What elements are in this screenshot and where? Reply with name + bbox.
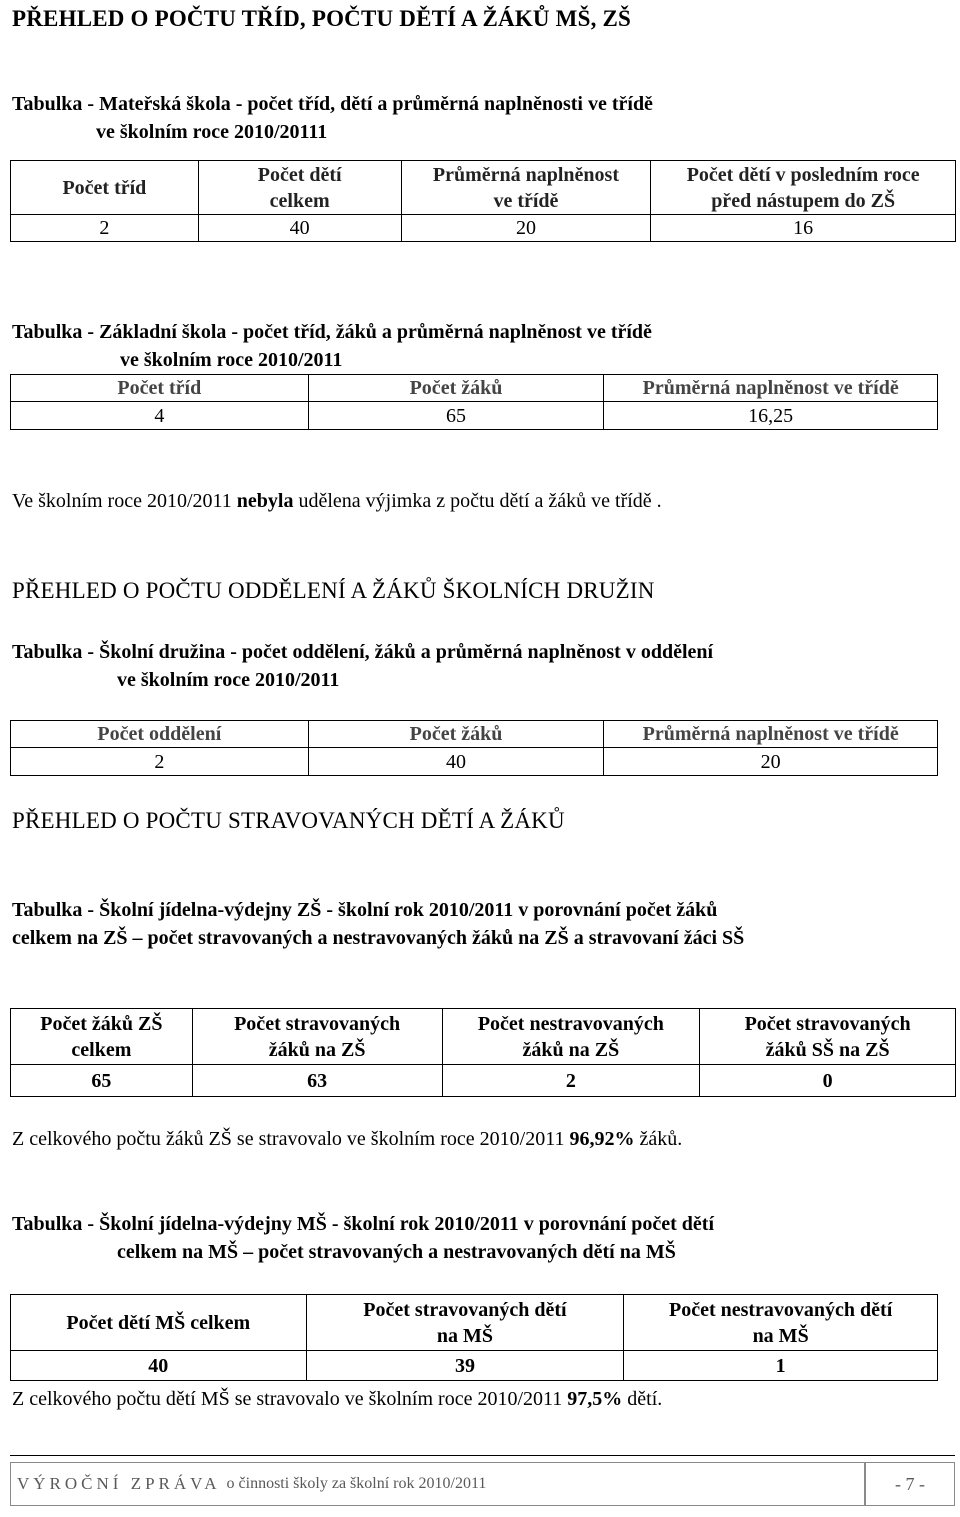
table-cell: 39 <box>306 1351 624 1381</box>
table-header: Počet dětí v posledním roce před nástupem do ZŠ <box>651 161 956 215</box>
page-number: - 7 - <box>895 1473 925 1494</box>
table-cell: 2 <box>11 748 309 776</box>
exception-note: Ve školním roce 2010/2011 nebyla udělena výjimka z počtu dětí a žáků ve třídě . <box>12 490 662 512</box>
table-header: Průměrná naplněnost ve třídě <box>604 375 938 402</box>
dining-ms-summary: Z celkového počtu dětí MŠ se stravovalo ve školním roce 2010/2011 97,5% dětí. <box>12 1388 663 1410</box>
table-cell: 65 <box>308 402 604 430</box>
table-caption-club-line2: ve školním roce 2010/2011 <box>117 669 340 691</box>
table-cell: 40 <box>11 1351 307 1381</box>
table-header: Počet dětí celkem <box>198 161 401 215</box>
footer-page-box <box>865 1462 955 1506</box>
table-row <box>11 402 938 430</box>
table-cell: 16,25 <box>604 402 938 430</box>
table-cell: 1 <box>624 1351 938 1381</box>
table-cell: 2 <box>11 215 199 242</box>
table-ms-classes <box>10 160 956 242</box>
table-header: Počet dětí MŠ celkem <box>11 1295 307 1351</box>
table-header: Průměrná naplněnost ve třídě <box>604 721 938 748</box>
table-cell: 2 <box>442 1065 700 1097</box>
table-caption-dining-ms-line1: Tabulka - Školní jídelna-výdejny MŠ - školní rok 2010/2011 v porovnání počet dětí <box>12 1213 715 1235</box>
table-header: Počet tříd <box>11 161 199 215</box>
page-heading-dining: PŘEHLED O POČTU STRAVOVANÝCH DĚTÍ A ŽÁKŮ <box>12 808 565 833</box>
table-caption-ms-line1: Tabulka - Mateřská škola - počet tříd, dětí a průměrná naplněnosti ve třídě <box>12 93 653 115</box>
table-row <box>11 1351 938 1381</box>
table-caption-zs-line2: ve školním roce 2010/2011 <box>120 349 343 371</box>
table-caption-dining-zs-line1: Tabulka - Školní jídelna-výdejny ZŠ - školní rok 2010/2011 v porovnání počet žáků <box>12 899 718 921</box>
table-dining-ms <box>10 1294 938 1381</box>
table-zs-classes <box>10 374 938 430</box>
table-header: Počet stravovaných dětí na MŠ <box>306 1295 624 1351</box>
table-header: Počet stravovaných žáků na ZŠ <box>192 1009 442 1065</box>
footer-title-box <box>10 1462 865 1506</box>
table-caption-ms-line2: ve školním roce 2010/20111 <box>96 121 328 143</box>
table-cell: 65 <box>11 1065 193 1097</box>
footer-subtitle: o činnosti školy za školní rok 2010/2011 <box>226 1475 487 1492</box>
table-cell: 4 <box>11 402 309 430</box>
table-cell: 40 <box>308 748 604 776</box>
table-club <box>10 720 938 776</box>
table-header: Počet nestravovaných žáků na ZŠ <box>442 1009 700 1065</box>
table-header: Počet tříd <box>11 375 309 402</box>
table-row <box>11 1065 956 1097</box>
table-cell: 16 <box>651 215 956 242</box>
table-caption-dining-zs-line2: celkem na ZŠ – počet stravovaných a nestravovaných žáků na ZŠ a stravovaní žáci SŠ <box>12 927 745 949</box>
table-row <box>11 215 956 242</box>
table-dining-zs <box>10 1008 956 1097</box>
table-caption-zs-line1: Tabulka - Základní škola - počet tříd, žáků a průměrná naplněnost ve třídě <box>12 321 652 343</box>
table-header: Počet žáků ZŠ celkem <box>11 1009 193 1065</box>
table-header: Počet nestravovaných dětí na MŠ <box>624 1295 938 1351</box>
table-cell: 63 <box>192 1065 442 1097</box>
footer-title: VÝROČNÍ ZPRÁVA <box>17 1474 221 1493</box>
table-header: Počet žáků <box>308 721 604 748</box>
table-caption-club-line1: Tabulka - Školní družina - počet oddělení, žáků a průměrná naplněnost v oddělení <box>12 641 714 663</box>
footer-divider <box>10 1455 955 1456</box>
table-caption-dining-ms-line2: celkem na MŠ – počet stravovaných a nestravovaných dětí na MŠ <box>117 1241 676 1263</box>
table-header: Průměrná naplněnost ve třídě <box>401 161 651 215</box>
table-header: Počet žáků <box>308 375 604 402</box>
page-heading-classes: PŘEHLED O POČTU TŘÍD, POČTU DĚTÍ A ŽÁKŮ MŠ, ZŠ <box>12 6 632 31</box>
table-header: Počet oddělení <box>11 721 309 748</box>
table-row <box>11 748 938 776</box>
table-cell: 20 <box>604 748 938 776</box>
table-cell: 0 <box>700 1065 956 1097</box>
table-header: Počet stravovaných žáků SŠ na ZŠ <box>700 1009 956 1065</box>
dining-zs-summary: Z celkového počtu žáků ZŠ se stravovalo ve školním roce 2010/2011 96,92% žáků. <box>12 1128 683 1150</box>
table-cell: 40 <box>198 215 401 242</box>
table-cell: 20 <box>401 215 651 242</box>
page-heading-club: PŘEHLED O POČTU ODDĚLENÍ A ŽÁKŮ ŠKOLNÍCH DRUŽIN <box>12 578 655 603</box>
